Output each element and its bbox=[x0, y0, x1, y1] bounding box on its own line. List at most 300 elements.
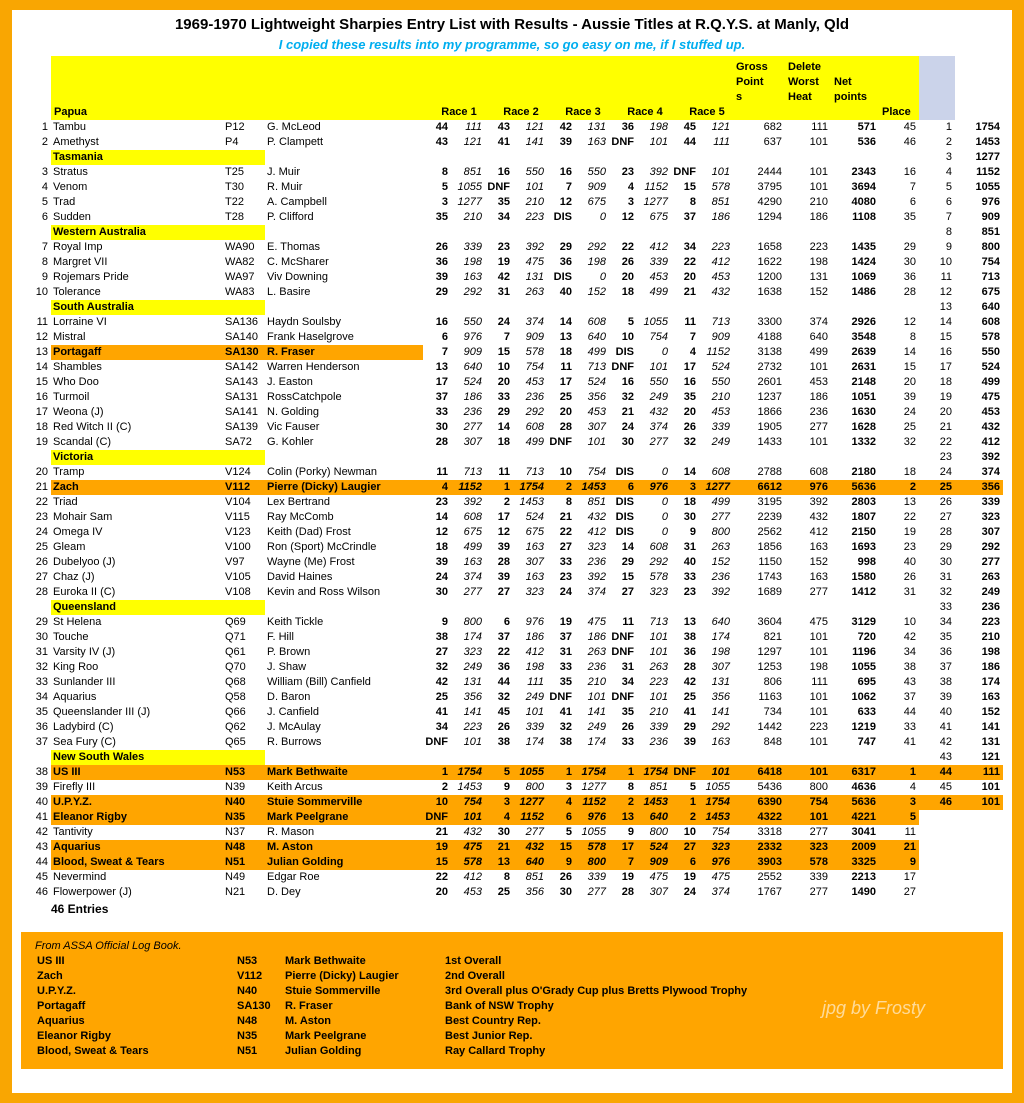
race-points: 675 bbox=[649, 211, 668, 223]
delete-worst-heat: 101 bbox=[809, 646, 828, 658]
race-place: 45 bbox=[683, 121, 696, 133]
race-place: 10 bbox=[423, 795, 451, 810]
entry-row bbox=[21, 615, 1003, 630]
ladder-points: 292 bbox=[981, 541, 1000, 553]
race-points: 1754 bbox=[699, 795, 733, 810]
entry-row bbox=[21, 570, 1003, 585]
delete-worst-heat: 236 bbox=[809, 406, 828, 418]
race-points: 475 bbox=[587, 616, 606, 628]
results-spreadsheet bbox=[12, 10, 1012, 1093]
net-points: 1108 bbox=[852, 211, 876, 223]
row-number: 8 bbox=[41, 256, 48, 268]
entry-row bbox=[21, 765, 1003, 780]
award-boat-name: U.P.Y.Z. bbox=[37, 985, 76, 997]
race-points: 249 bbox=[525, 691, 544, 703]
row-number: 46 bbox=[35, 886, 48, 898]
race-points: 1277 bbox=[643, 196, 668, 208]
sail-number: N21 bbox=[225, 886, 246, 898]
race-points: 754 bbox=[711, 826, 730, 838]
delete-worst-heat: 101 bbox=[809, 166, 828, 178]
race-place: 5 bbox=[485, 765, 513, 780]
entry-row bbox=[21, 210, 1003, 225]
ladder-points: 1277 bbox=[975, 151, 1000, 163]
entry-row bbox=[21, 690, 1003, 705]
net-points: 2631 bbox=[851, 361, 876, 373]
sail-number: T28 bbox=[225, 211, 244, 223]
overall-place: 12 bbox=[903, 316, 916, 328]
boat-name: Who Doo bbox=[53, 376, 99, 388]
race-points: 851 bbox=[525, 871, 544, 883]
race-place: 7 bbox=[689, 331, 696, 343]
race-points: 800 bbox=[525, 781, 544, 793]
award-skipper-name: R. Fraser bbox=[285, 1000, 333, 1012]
race-place: 39 bbox=[497, 571, 510, 583]
race-place: 16 bbox=[683, 376, 696, 388]
race-place: 32 bbox=[621, 391, 634, 403]
sail-number: Q69 bbox=[225, 616, 246, 628]
boat-name: Stratus bbox=[53, 166, 88, 178]
ladder-place: 28 bbox=[939, 526, 952, 538]
boat-name: Blood, Sweat & Tears bbox=[51, 855, 223, 870]
race-place: 2 bbox=[609, 795, 637, 810]
skipper-name: E. Thomas bbox=[267, 241, 320, 253]
race-points: 1152 bbox=[706, 346, 730, 358]
race-place: DNF bbox=[611, 136, 634, 148]
race-points: 249 bbox=[463, 661, 482, 673]
race-place: 38 bbox=[559, 736, 572, 748]
section-label: Victoria bbox=[51, 450, 265, 465]
sail-number: WA97 bbox=[225, 271, 255, 283]
ladder-place: 4 bbox=[945, 166, 952, 178]
ladder-points: 909 bbox=[981, 211, 1000, 223]
race-points: 392 bbox=[525, 241, 544, 253]
race-place: 30 bbox=[621, 436, 634, 448]
gross-points: 806 bbox=[763, 676, 782, 688]
delete-worst-heat: 499 bbox=[809, 346, 828, 358]
race-points: 675 bbox=[525, 526, 544, 538]
race-place: 14 bbox=[435, 511, 448, 523]
race-points: 453 bbox=[587, 406, 606, 418]
net-points: 2803 bbox=[851, 496, 876, 508]
overall-place: 29 bbox=[903, 241, 916, 253]
race-place: 24 bbox=[559, 586, 572, 598]
race-points: 111 bbox=[465, 121, 482, 133]
gross-points: 848 bbox=[763, 736, 782, 748]
boat-name: Venom bbox=[53, 181, 88, 193]
net-points: 3694 bbox=[851, 181, 876, 193]
sail-number: WA82 bbox=[225, 256, 255, 268]
race-points: 210 bbox=[525, 196, 544, 208]
net-points: 2150 bbox=[851, 526, 876, 538]
ladder-place: 5 bbox=[945, 181, 952, 193]
race-place: 3 bbox=[627, 196, 634, 208]
race-place: 27 bbox=[671, 840, 699, 855]
race-points: 1754 bbox=[451, 765, 485, 780]
entry-row bbox=[21, 855, 1003, 870]
entry-row bbox=[21, 270, 1003, 285]
race-points: 101 bbox=[649, 136, 668, 148]
overall-place: 25 bbox=[903, 421, 916, 433]
race-place: 6 bbox=[547, 810, 575, 825]
race-place: 5 bbox=[689, 781, 696, 793]
race-place: 2 bbox=[547, 480, 575, 495]
boat-name: Omega IV bbox=[53, 526, 103, 538]
ladder-place: 40 bbox=[939, 706, 952, 718]
race-place: 27 bbox=[435, 646, 448, 658]
race-place: 8 bbox=[503, 871, 510, 883]
race-points: 101 bbox=[525, 706, 544, 718]
net-points: 5636 bbox=[831, 480, 879, 495]
ladder-points: 121 bbox=[981, 751, 1000, 763]
race-place: 28 bbox=[559, 421, 572, 433]
ladder-place: 7 bbox=[945, 211, 952, 223]
race-place: 28 bbox=[435, 436, 448, 448]
race-place: 28 bbox=[621, 886, 634, 898]
ladder-points: 754 bbox=[981, 256, 1000, 268]
race-place: 23 bbox=[683, 586, 696, 598]
ladder-place: 35 bbox=[939, 631, 952, 643]
overall-place: 41 bbox=[903, 736, 916, 748]
skipper-name: Viv Downing bbox=[267, 271, 328, 283]
sail-number: N39 bbox=[225, 781, 246, 793]
entry-row bbox=[21, 810, 1003, 825]
race-place: 42 bbox=[435, 676, 448, 688]
race-place: 26 bbox=[621, 256, 634, 268]
skipper-name: Mark Bethwaite bbox=[265, 765, 423, 780]
race-place: DIS bbox=[615, 526, 634, 538]
race-points: 141 bbox=[711, 706, 730, 718]
race-place: 29 bbox=[621, 556, 634, 568]
race-points: 152 bbox=[587, 286, 606, 298]
race-points: 236 bbox=[649, 736, 668, 748]
race-points: 323 bbox=[525, 586, 544, 598]
race-place: 16 bbox=[621, 376, 634, 388]
race-place: 36 bbox=[559, 256, 572, 268]
race-place: DIS bbox=[615, 496, 634, 508]
delete-worst-heat: 432 bbox=[809, 511, 828, 523]
sail-number: SA136 bbox=[225, 316, 259, 328]
race-place: DNF bbox=[611, 646, 634, 658]
race-place: 17 bbox=[559, 376, 572, 388]
boat-name: Queenslander III (J) bbox=[53, 706, 151, 718]
race-points: 121 bbox=[525, 121, 544, 133]
ladder-place: 46 bbox=[919, 795, 955, 810]
row-number: 4 bbox=[41, 181, 48, 193]
overall-place: 20 bbox=[903, 376, 916, 388]
gross-points: 1294 bbox=[757, 211, 782, 223]
race-place: 12 bbox=[497, 526, 510, 538]
race-points: 499 bbox=[463, 541, 482, 553]
net-points: 2639 bbox=[851, 346, 876, 358]
overall-place: 6 bbox=[909, 196, 916, 208]
skipper-name: P. Brown bbox=[267, 646, 311, 658]
race-place: 22 bbox=[435, 871, 448, 883]
boat-name: Touche bbox=[53, 631, 89, 643]
ladder-points bbox=[955, 810, 1003, 825]
delete-worst-heat: 453 bbox=[809, 376, 828, 388]
overall-place: 33 bbox=[903, 721, 916, 733]
gross-header-line: Point bbox=[736, 76, 764, 88]
skipper-name: William (Bill) Canfield bbox=[267, 676, 371, 688]
race-place: 4 bbox=[485, 810, 513, 825]
overall-place: 35 bbox=[903, 211, 916, 223]
entry-row bbox=[21, 285, 1003, 300]
skipper-name: D. Dey bbox=[267, 886, 301, 898]
race-place: 40 bbox=[683, 556, 696, 568]
race-place: 41 bbox=[435, 706, 448, 718]
delete-worst-heat: 198 bbox=[809, 661, 828, 673]
race-points: 1453 bbox=[575, 480, 609, 495]
delete-worst-heat: 277 bbox=[809, 421, 828, 433]
table-header bbox=[21, 56, 1003, 120]
race-points: 111 bbox=[713, 136, 730, 148]
race-points: 263 bbox=[711, 541, 730, 553]
race-place: 23 bbox=[497, 241, 510, 253]
race-place: 36 bbox=[621, 121, 634, 133]
gross-points: 1163 bbox=[758, 691, 782, 703]
award-skipper-name: Pierre (Dicky) Laugier bbox=[285, 970, 399, 982]
overall-place: 15 bbox=[903, 361, 916, 373]
boat-name: Shambles bbox=[53, 361, 102, 373]
section-label: New South Wales bbox=[51, 750, 265, 765]
award-boat-name: US III bbox=[37, 955, 65, 967]
race-points: 141 bbox=[525, 136, 544, 148]
sail-number: N37 bbox=[225, 826, 246, 838]
race-place: 42 bbox=[683, 676, 696, 688]
entry-row bbox=[21, 720, 1003, 735]
overall-place: 32 bbox=[903, 436, 916, 448]
race-place: DNF bbox=[487, 181, 510, 193]
boat-name: Flowerpower (J) bbox=[53, 886, 132, 898]
race-place: 13 bbox=[609, 810, 637, 825]
race-points: 210 bbox=[649, 706, 668, 718]
race-place: 18 bbox=[683, 496, 696, 508]
race-points: 713 bbox=[649, 616, 668, 628]
race-points: 339 bbox=[649, 721, 668, 733]
delete-worst-heat: 186 bbox=[809, 211, 828, 223]
sail-number: SA72 bbox=[225, 436, 252, 448]
ladder-place: 34 bbox=[939, 616, 952, 628]
race-place: 3 bbox=[565, 781, 572, 793]
race-points: 249 bbox=[711, 436, 730, 448]
gross-points: 1433 bbox=[757, 436, 782, 448]
row-number: 15 bbox=[35, 376, 48, 388]
sail-number: N49 bbox=[225, 871, 246, 883]
race-place: 24 bbox=[621, 421, 634, 433]
boat-name: Scandal (C) bbox=[53, 436, 112, 448]
skipper-name: L. Basire bbox=[267, 286, 311, 298]
delete-worst-heat: 101 bbox=[809, 436, 828, 448]
boat-name: Tambu bbox=[53, 121, 87, 133]
race-place: 8 bbox=[565, 496, 572, 508]
skipper-name: Vic Fauser bbox=[267, 421, 320, 433]
race-points: 163 bbox=[525, 541, 544, 553]
row-number: 32 bbox=[35, 661, 48, 673]
entry-row bbox=[21, 825, 1003, 840]
gross-points: 1253 bbox=[757, 661, 782, 673]
skipper-name: Keith Arcus bbox=[267, 781, 323, 793]
race-place: 4 bbox=[689, 346, 696, 358]
ladder-points: 339 bbox=[981, 496, 1000, 508]
ladder-place: 19 bbox=[939, 391, 952, 403]
race-points: 263 bbox=[525, 286, 544, 298]
delete-worst-heat: 111 bbox=[811, 121, 828, 133]
race-place: 13 bbox=[683, 616, 696, 628]
row-number: 23 bbox=[35, 511, 48, 523]
net-points: 5636 bbox=[831, 795, 879, 810]
race-points: 101 bbox=[587, 436, 606, 448]
award-skipper-name: M. Aston bbox=[285, 1015, 332, 1027]
race-place: 6 bbox=[609, 480, 637, 495]
ladder-points: 249 bbox=[981, 586, 1000, 598]
race-points: 263 bbox=[587, 646, 606, 658]
race-points: 608 bbox=[587, 316, 606, 328]
net-points: 1693 bbox=[851, 541, 876, 553]
ladder-place: 22 bbox=[939, 436, 952, 448]
boat-name: Turmoil bbox=[53, 391, 90, 403]
race-points: 608 bbox=[649, 541, 668, 553]
ladder-place bbox=[919, 810, 955, 825]
entry-row bbox=[21, 495, 1003, 510]
row-number: 1 bbox=[41, 121, 48, 133]
race-points: 277 bbox=[587, 886, 606, 898]
ladder-place bbox=[919, 870, 955, 885]
race-points: 475 bbox=[451, 840, 485, 855]
row-number: 41 bbox=[35, 811, 48, 823]
entry-row bbox=[21, 435, 1003, 450]
skipper-name: P. Clifford bbox=[267, 211, 314, 223]
net-points: 3129 bbox=[851, 616, 876, 628]
overall-place: 19 bbox=[903, 526, 916, 538]
row-number: 9 bbox=[41, 271, 48, 283]
award-boat-name: Zach bbox=[37, 970, 63, 982]
race-place: 33 bbox=[559, 661, 572, 673]
race-points: 754 bbox=[649, 331, 668, 343]
delete-worst-heat: 392 bbox=[809, 496, 828, 508]
race-points: 499 bbox=[587, 346, 606, 358]
boat-name: Aquarius bbox=[51, 840, 223, 855]
race-points: 1055 bbox=[705, 781, 730, 793]
ladder-points: 356 bbox=[955, 480, 1003, 495]
section-spacer bbox=[265, 450, 919, 465]
race-place: 18 bbox=[497, 436, 510, 448]
race-place: 10 bbox=[497, 361, 510, 373]
race-points: 163 bbox=[587, 136, 606, 148]
header-line-3 bbox=[21, 90, 1003, 105]
awards-box bbox=[21, 932, 1003, 1069]
section-label: Western Australia bbox=[51, 225, 265, 240]
race-place: 12 bbox=[435, 526, 448, 538]
gross-points: 1200 bbox=[757, 271, 782, 283]
race-place: 10 bbox=[683, 826, 696, 838]
sail-number: T25 bbox=[225, 166, 244, 178]
overall-place: 10 bbox=[903, 616, 916, 628]
sail-number: N51 bbox=[223, 855, 265, 870]
race-place: 15 bbox=[621, 571, 634, 583]
race-place: 20 bbox=[683, 406, 696, 418]
delete-worst-heat: 198 bbox=[809, 256, 828, 268]
race-place: 28 bbox=[683, 661, 696, 673]
net-points: 1486 bbox=[851, 286, 876, 298]
race-place: 20 bbox=[497, 376, 510, 388]
race-place: DNF bbox=[425, 736, 448, 748]
overall-place: 7 bbox=[909, 181, 916, 193]
delete-header-line: Worst bbox=[788, 76, 819, 88]
race-points: 1055 bbox=[513, 765, 547, 780]
race-place: 19 bbox=[559, 616, 572, 628]
race-place: 33 bbox=[497, 391, 510, 403]
race-place: 14 bbox=[683, 466, 696, 478]
race-place: 10 bbox=[621, 331, 634, 343]
row-number: 30 bbox=[35, 631, 48, 643]
race-place: 18 bbox=[435, 541, 448, 553]
race-place: 44 bbox=[497, 676, 510, 688]
race-points: 909 bbox=[525, 331, 544, 343]
race-points: 0 bbox=[661, 496, 668, 508]
race-points: 1277 bbox=[457, 196, 482, 208]
boat-name: Ladybird (C) bbox=[53, 721, 114, 733]
delete-worst-heat: 101 bbox=[785, 765, 831, 780]
sail-number: Q61 bbox=[225, 646, 246, 658]
entry-row bbox=[21, 585, 1003, 600]
overall-place: 2 bbox=[879, 480, 919, 495]
race-points: 292 bbox=[711, 721, 730, 733]
row-number: 43 bbox=[35, 841, 48, 853]
race-place: 30 bbox=[559, 886, 572, 898]
race-points: 121 bbox=[711, 121, 730, 133]
race-place: 31 bbox=[683, 541, 696, 553]
net-points: 1424 bbox=[851, 256, 876, 268]
race-points: 392 bbox=[649, 166, 668, 178]
award-title: Bank of NSW Trophy bbox=[445, 1000, 554, 1012]
race-place: 26 bbox=[621, 721, 634, 733]
race-points: 236 bbox=[525, 391, 544, 403]
race-place: 17 bbox=[435, 376, 448, 388]
row-number: 14 bbox=[35, 361, 48, 373]
sail-number: V97 bbox=[225, 556, 245, 568]
row-number: 10 bbox=[35, 286, 48, 298]
sail-number: T22 bbox=[225, 196, 244, 208]
delete-worst-heat: 101 bbox=[809, 691, 828, 703]
gross-points: 1767 bbox=[757, 886, 782, 898]
race-place: 8 bbox=[441, 166, 448, 178]
race-place: 37 bbox=[497, 631, 510, 643]
net-points: 1435 bbox=[851, 241, 876, 253]
ladder-points: 163 bbox=[981, 691, 1000, 703]
boat-name: Tramp bbox=[53, 466, 85, 478]
race-points: 131 bbox=[711, 676, 730, 688]
race-points: 392 bbox=[463, 496, 482, 508]
row-number: 5 bbox=[41, 196, 48, 208]
race-place: 24 bbox=[683, 886, 696, 898]
race-points: 141 bbox=[463, 706, 482, 718]
race-points: 453 bbox=[463, 886, 482, 898]
race-place: 19 bbox=[423, 840, 451, 855]
race-points: 499 bbox=[525, 436, 544, 448]
gross-points: 3604 bbox=[757, 616, 782, 628]
delete-worst-heat: 152 bbox=[809, 286, 828, 298]
ladder-points: 101 bbox=[981, 781, 1000, 793]
boat-name: Royal Imp bbox=[53, 241, 103, 253]
ladder-points: 152 bbox=[981, 706, 1000, 718]
net-header-line: points bbox=[834, 91, 867, 103]
ladder-place bbox=[919, 825, 955, 840]
race-place: 41 bbox=[497, 136, 510, 148]
row-number: 16 bbox=[35, 391, 48, 403]
awards-note: From ASSA Official Log Book. bbox=[35, 940, 182, 952]
ladder-place: 43 bbox=[939, 751, 952, 763]
race-points: 524 bbox=[525, 511, 544, 523]
